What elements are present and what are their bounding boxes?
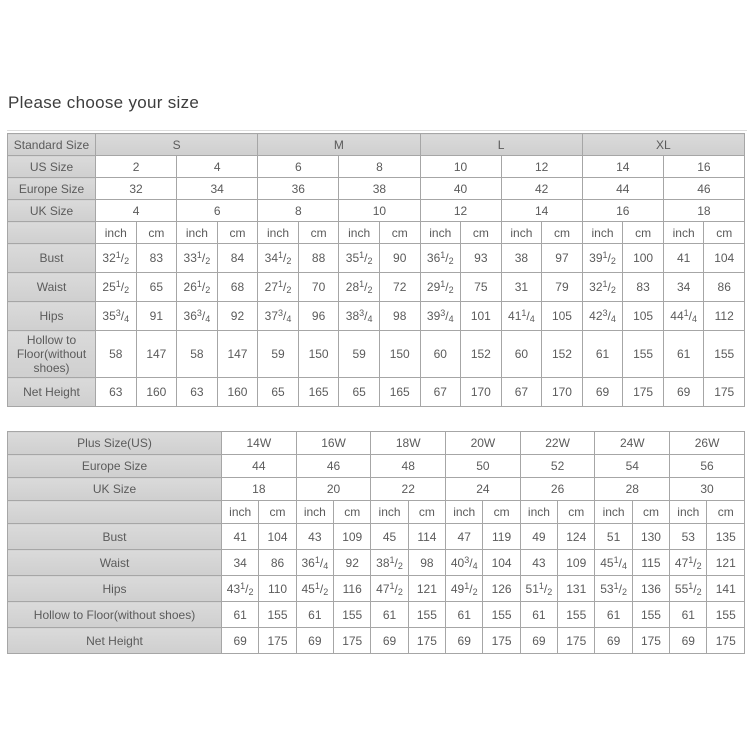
- measure-cell: 115: [632, 550, 669, 576]
- measure-cell: 65: [258, 378, 299, 407]
- unit-header: cm: [379, 222, 420, 244]
- unit-header: cm: [542, 222, 583, 244]
- measure-cell: 70: [298, 273, 339, 302]
- unit-header: cm: [408, 501, 445, 524]
- measure-cell: 51: [595, 524, 632, 550]
- measure-cell: 96: [298, 302, 339, 331]
- size-cell: 6: [258, 156, 339, 178]
- measure-cell: 72: [379, 273, 420, 302]
- table-row: [8, 244, 745, 273]
- table-row: [8, 200, 745, 222]
- measure-cell: 92: [217, 302, 258, 331]
- unit-header: cm: [558, 501, 595, 524]
- measure-cell: 135: [707, 524, 745, 550]
- table-row: [8, 432, 745, 455]
- size-cell: 26W: [670, 432, 745, 455]
- row-label: Net Height: [8, 378, 96, 407]
- measure-cell: $45^1/_4$: [595, 550, 632, 576]
- size-cell: 56: [670, 455, 745, 478]
- measure-cell: 104: [259, 524, 296, 550]
- plus-size-table: [7, 431, 745, 654]
- measure-cell: $26^1/_2$: [177, 273, 218, 302]
- size-cell: 44: [222, 455, 297, 478]
- measure-cell: 69: [446, 628, 483, 654]
- unit-header: inch: [96, 222, 137, 244]
- measure-cell: 175: [707, 628, 745, 654]
- row-label: US Size: [8, 156, 96, 178]
- measure-cell: 150: [379, 331, 420, 378]
- unit-header: cm: [259, 501, 296, 524]
- size-cell: 12: [420, 200, 501, 222]
- measure-cell: 175: [704, 378, 745, 407]
- measure-cell: 105: [623, 302, 664, 331]
- unit-header: cm: [623, 222, 664, 244]
- measure-cell: 155: [259, 602, 296, 628]
- measure-cell: 175: [632, 628, 669, 654]
- unit-header: cm: [136, 222, 177, 244]
- measure-cell: 67: [420, 378, 461, 407]
- table-row: [8, 222, 745, 244]
- measure-cell: 155: [408, 602, 445, 628]
- size-cell: 22W: [520, 432, 595, 455]
- table-row: [8, 524, 745, 550]
- unit-header: inch: [595, 501, 632, 524]
- row-label: Europe Size: [8, 178, 96, 200]
- measure-cell: $36^1/_2$: [420, 244, 461, 273]
- measure-cell: 93: [461, 244, 502, 273]
- measure-cell: $36^1/_4$: [296, 550, 333, 576]
- size-cell: 18W: [371, 432, 446, 455]
- measure-cell: 121: [408, 576, 445, 602]
- measure-cell: $38^3/_4$: [339, 302, 380, 331]
- measure-cell: $32^1/_2$: [96, 244, 137, 273]
- measure-cell: 61: [595, 602, 632, 628]
- measure-cell: 43: [296, 524, 333, 550]
- measure-cell: 31: [501, 273, 542, 302]
- row-label: Hollow to Floor(without shoes): [8, 331, 96, 378]
- measure-cell: $43^1/_2$: [222, 576, 259, 602]
- measure-cell: $37^3/_4$: [258, 302, 299, 331]
- measure-cell: 152: [461, 331, 502, 378]
- row-label: Hips: [8, 576, 222, 602]
- measure-cell: $44^1/_4$: [663, 302, 704, 331]
- measure-cell: 100: [623, 244, 664, 273]
- unit-header: inch: [446, 501, 483, 524]
- size-cell: 40: [420, 178, 501, 200]
- measure-cell: 170: [461, 378, 502, 407]
- size-group-header: L: [420, 134, 582, 156]
- measure-cell: 41: [663, 244, 704, 273]
- measure-cell: 109: [558, 550, 595, 576]
- measure-cell: 69: [582, 378, 623, 407]
- unit-header: inch: [582, 222, 623, 244]
- size-cell: 24W: [595, 432, 670, 455]
- measure-cell: $39^3/_4$: [420, 302, 461, 331]
- measure-cell: $47^1/_2$: [371, 576, 408, 602]
- size-cell: 10: [339, 200, 420, 222]
- row-label: [8, 222, 96, 244]
- size-cell: 18: [222, 478, 297, 501]
- measure-cell: 116: [334, 576, 371, 602]
- measure-cell: 130: [632, 524, 669, 550]
- measure-cell: 84: [217, 244, 258, 273]
- unit-header: cm: [298, 222, 339, 244]
- table-row: [8, 378, 745, 407]
- measure-cell: 104: [483, 550, 520, 576]
- measure-cell: 67: [501, 378, 542, 407]
- row-label: Net Height: [8, 628, 222, 654]
- unit-header: inch: [339, 222, 380, 244]
- measure-cell: 165: [298, 378, 339, 407]
- measure-cell: 47: [446, 524, 483, 550]
- table-row: [8, 331, 745, 378]
- measure-cell: 165: [379, 378, 420, 407]
- size-cell: 42: [501, 178, 582, 200]
- unit-header: cm: [483, 501, 520, 524]
- measure-cell: 61: [222, 602, 259, 628]
- size-cell: 52: [520, 455, 595, 478]
- table-row: [8, 273, 745, 302]
- table-row: [8, 628, 745, 654]
- measure-cell: $36^3/_4$: [177, 302, 218, 331]
- measure-cell: 104: [704, 244, 745, 273]
- measure-cell: 61: [582, 331, 623, 378]
- measure-cell: 61: [520, 602, 557, 628]
- size-cell: 50: [446, 455, 521, 478]
- measure-cell: 175: [408, 628, 445, 654]
- measure-cell: 121: [707, 550, 745, 576]
- table-row: [8, 602, 745, 628]
- measure-cell: $51^1/_2$: [520, 576, 557, 602]
- measure-cell: $28^1/_2$: [339, 273, 380, 302]
- measure-cell: 65: [136, 273, 177, 302]
- size-cell: 8: [258, 200, 339, 222]
- unit-header: inch: [670, 501, 707, 524]
- unit-header: cm: [632, 501, 669, 524]
- measure-cell: 175: [259, 628, 296, 654]
- measure-cell: 90: [379, 244, 420, 273]
- size-cell: 16: [582, 200, 663, 222]
- size-cell: 14: [501, 200, 582, 222]
- size-cell: 20: [296, 478, 371, 501]
- measure-cell: $35^3/_4$: [96, 302, 137, 331]
- measure-cell: 155: [623, 331, 664, 378]
- measure-cell: 152: [542, 331, 583, 378]
- measure-cell: $55^1/_2$: [670, 576, 707, 602]
- measure-cell: 170: [542, 378, 583, 407]
- size-cell: 6: [177, 200, 258, 222]
- size-cell: 2: [96, 156, 177, 178]
- measure-cell: $41^1/_4$: [501, 302, 542, 331]
- size-cell: 10: [420, 156, 501, 178]
- measure-cell: 98: [408, 550, 445, 576]
- measure-cell: $45^1/_2$: [296, 576, 333, 602]
- measure-cell: 63: [177, 378, 218, 407]
- measure-cell: 34: [663, 273, 704, 302]
- measure-cell: 150: [298, 331, 339, 378]
- measure-cell: 59: [339, 331, 380, 378]
- row-label: Bust: [8, 244, 96, 273]
- size-group-header: XL: [582, 134, 744, 156]
- measure-cell: $29^1/_2$: [420, 273, 461, 302]
- measure-cell: 69: [595, 628, 632, 654]
- measure-cell: 69: [663, 378, 704, 407]
- measure-cell: 58: [177, 331, 218, 378]
- measure-cell: 68: [217, 273, 258, 302]
- measure-cell: 63: [96, 378, 137, 407]
- table-row: [8, 501, 745, 524]
- measure-cell: 119: [483, 524, 520, 550]
- measure-cell: 175: [334, 628, 371, 654]
- size-cell: 32: [96, 178, 177, 200]
- measure-cell: 60: [501, 331, 542, 378]
- unit-header: inch: [371, 501, 408, 524]
- measure-cell: 60: [420, 331, 461, 378]
- page-title: Please choose your size: [8, 93, 200, 112]
- measure-cell: 175: [483, 628, 520, 654]
- measure-cell: 41: [222, 524, 259, 550]
- measure-cell: 61: [670, 602, 707, 628]
- measure-cell: 141: [707, 576, 745, 602]
- standard-size-table: [7, 133, 745, 407]
- measure-cell: 105: [542, 302, 583, 331]
- row-label: UK Size: [8, 200, 96, 222]
- table-row: [8, 156, 745, 178]
- size-cell: 38: [339, 178, 420, 200]
- measure-cell: 131: [558, 576, 595, 602]
- measure-cell: 79: [542, 273, 583, 302]
- size-cell: 18: [663, 200, 744, 222]
- measure-cell: 61: [446, 602, 483, 628]
- divider: [7, 130, 747, 131]
- unit-header: inch: [177, 222, 218, 244]
- table-row: [8, 178, 745, 200]
- measure-cell: 61: [371, 602, 408, 628]
- unit-header: cm: [217, 222, 258, 244]
- measure-cell: 75: [461, 273, 502, 302]
- size-cell: 4: [96, 200, 177, 222]
- measure-cell: $49^1/_2$: [446, 576, 483, 602]
- size-cell: 30: [670, 478, 745, 501]
- measure-cell: $42^3/_4$: [582, 302, 623, 331]
- size-cell: 36: [258, 178, 339, 200]
- measure-cell: 61: [296, 602, 333, 628]
- size-cell: 24: [446, 478, 521, 501]
- size-cell: 46: [296, 455, 371, 478]
- measure-cell: 101: [461, 302, 502, 331]
- measure-cell: 155: [704, 331, 745, 378]
- unit-header: inch: [501, 222, 542, 244]
- unit-header: inch: [222, 501, 259, 524]
- row-label: Bust: [8, 524, 222, 550]
- measure-cell: $39^1/_2$: [582, 244, 623, 273]
- measure-cell: 147: [136, 331, 177, 378]
- size-cell: 34: [177, 178, 258, 200]
- measure-cell: $34^1/_2$: [258, 244, 299, 273]
- measure-cell: 155: [632, 602, 669, 628]
- measure-cell: 110: [259, 576, 296, 602]
- size-cell: 4: [177, 156, 258, 178]
- row-label: Plus Size(US): [8, 432, 222, 455]
- measure-cell: $35^1/_2$: [339, 244, 380, 273]
- measure-cell: 155: [483, 602, 520, 628]
- measure-cell: $38^1/_2$: [371, 550, 408, 576]
- table-row: [8, 478, 745, 501]
- measure-cell: 69: [222, 628, 259, 654]
- measure-cell: 83: [136, 244, 177, 273]
- unit-header: cm: [334, 501, 371, 524]
- unit-header: inch: [420, 222, 461, 244]
- measure-cell: 86: [704, 273, 745, 302]
- measure-cell: 58: [96, 331, 137, 378]
- measure-cell: 124: [558, 524, 595, 550]
- measure-cell: 65: [339, 378, 380, 407]
- row-label: Waist: [8, 550, 222, 576]
- measure-cell: 61: [663, 331, 704, 378]
- measure-cell: 155: [707, 602, 745, 628]
- measure-cell: 155: [334, 602, 371, 628]
- measure-cell: 43: [520, 550, 557, 576]
- size-cell: 16W: [296, 432, 371, 455]
- measure-cell: 114: [408, 524, 445, 550]
- measure-cell: 109: [334, 524, 371, 550]
- measure-cell: 45: [371, 524, 408, 550]
- table-row: [8, 134, 745, 156]
- measure-cell: 97: [542, 244, 583, 273]
- measure-cell: 83: [623, 273, 664, 302]
- measure-cell: 136: [632, 576, 669, 602]
- measure-cell: 147: [217, 331, 258, 378]
- measure-cell: 59: [258, 331, 299, 378]
- table-row: [8, 550, 745, 576]
- size-cell: 48: [371, 455, 446, 478]
- unit-header: inch: [258, 222, 299, 244]
- size-cell: 22: [371, 478, 446, 501]
- measure-cell: 126: [483, 576, 520, 602]
- unit-header: cm: [707, 501, 745, 524]
- measure-cell: $47^1/_2$: [670, 550, 707, 576]
- row-label: Hollow to Floor(without shoes): [8, 602, 222, 628]
- measure-cell: $25^1/_2$: [96, 273, 137, 302]
- measure-cell: $33^1/_2$: [177, 244, 218, 273]
- size-cell: 44: [582, 178, 663, 200]
- unit-header: cm: [461, 222, 502, 244]
- row-label: UK Size: [8, 478, 222, 501]
- row-label: [8, 501, 222, 524]
- measure-cell: 34: [222, 550, 259, 576]
- measure-cell: 112: [704, 302, 745, 331]
- measure-cell: 160: [217, 378, 258, 407]
- measure-cell: 53: [670, 524, 707, 550]
- measure-cell: 98: [379, 302, 420, 331]
- measure-cell: 38: [501, 244, 542, 273]
- measure-cell: 69: [520, 628, 557, 654]
- measure-cell: $53^1/_2$: [595, 576, 632, 602]
- measure-cell: 49: [520, 524, 557, 550]
- size-cell: 20W: [446, 432, 521, 455]
- size-cell: 14W: [222, 432, 297, 455]
- size-cell: 8: [339, 156, 420, 178]
- size-cell: 12: [501, 156, 582, 178]
- table-row: [8, 302, 745, 331]
- size-cell: 54: [595, 455, 670, 478]
- row-label: Europe Size: [8, 455, 222, 478]
- measure-cell: $32^1/_2$: [582, 273, 623, 302]
- measure-cell: $27^1/_2$: [258, 273, 299, 302]
- measure-cell: 86: [259, 550, 296, 576]
- measure-cell: 92: [334, 550, 371, 576]
- measure-cell: $40^3/_4$: [446, 550, 483, 576]
- table-row: [8, 455, 745, 478]
- row-label: Waist: [8, 273, 96, 302]
- measure-cell: 175: [623, 378, 664, 407]
- measure-cell: 91: [136, 302, 177, 331]
- unit-header: inch: [520, 501, 557, 524]
- measure-cell: 160: [136, 378, 177, 407]
- size-group-header: S: [96, 134, 258, 156]
- measure-cell: 69: [371, 628, 408, 654]
- unit-header: inch: [663, 222, 704, 244]
- header-label: Standard Size: [8, 134, 96, 156]
- measure-cell: 155: [558, 602, 595, 628]
- measure-cell: 175: [558, 628, 595, 654]
- unit-header: cm: [704, 222, 745, 244]
- measure-cell: 88: [298, 244, 339, 273]
- size-cell: 26: [520, 478, 595, 501]
- size-cell: 14: [582, 156, 663, 178]
- size-group-header: M: [258, 134, 420, 156]
- unit-header: inch: [296, 501, 333, 524]
- size-cell: 28: [595, 478, 670, 501]
- row-label: Hips: [8, 302, 96, 331]
- table-row: [8, 576, 745, 602]
- size-cell: 16: [663, 156, 744, 178]
- table-gap: [7, 407, 745, 431]
- size-cell: 46: [663, 178, 744, 200]
- measure-cell: 69: [296, 628, 333, 654]
- measure-cell: 69: [670, 628, 707, 654]
